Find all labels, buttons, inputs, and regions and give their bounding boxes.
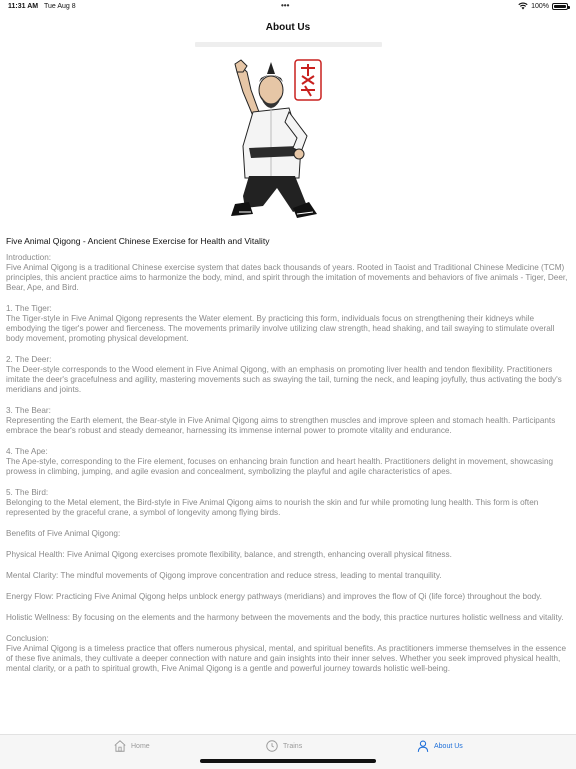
article-paragraph: Holistic Wellness: By focusing on the elements and the harmony between the movements and the body, this practice nurtures holistic wellness and vitality. [6,613,564,622]
article-body [6,253,572,674]
article-paragraph: 4. The Ape: The Ape-style, corresponding to the Fire element, focuses on enhancing brain function and heart health. Practitioners delight in movement, showcasing prowess in climbing, jumping, and agile evasion and concealment, symbolizing the playful and agile characteristics of apes. [6,447,554,476]
page-title: About Us [265,22,311,33]
tab-about-us[interactable] [416,739,463,753]
multitasking-dots[interactable]: ••• [281,1,290,10]
article-paragraph: Mental Clarity: The mindful movements of Qigong improve concentration and reduce stress, leading to mental tranquility. [6,571,442,580]
home-indicator[interactable] [200,759,376,763]
article-paragraph: 3. The Bear: Representing the Earth element, the Bear-style in Five Animal Qigong aims to strengthen muscles and improve spleen and stomach health. Participants embrace the bear's robust and steady demeanor, harnessing its immense internal power to promote vitality and endurance. [6,406,556,435]
article-paragraph: Physical Health: Five Animal Qigong exercises promote flexibility, balance, and strength, enhancing overall physical fitness. [6,550,452,559]
qigong-master-illustration [215,56,325,228]
tab-home-label: Home [131,742,150,750]
person-icon [416,739,430,753]
tab-trains[interactable] [265,739,302,753]
wifi-icon [518,2,528,10]
home-icon [113,739,127,753]
tab-trains-label: Trains [283,742,303,750]
scroll-indicator [195,42,382,47]
article-paragraph: Benefits of Five Animal Qigong: [6,529,121,538]
tab-about-us-label: About Us [434,742,463,750]
article-paragraph: 2. The Deer: The Deer-style corresponds to the Wood element in Five Animal Qigong, with an emphasis on promoting liver health and tendon flexibility. Practitioners imitate the deer's gracefulness and agility, mastering movements such as swaying the tail, turning the neck, and leaping joyfully, thus activating the body's meridians and joints. [6,355,562,394]
article-paragraph: Energy Flow: Practicing Five Animal Qigong helps unblock energy pathways (meridians) and improves the flow of Qi (life force) throughout the body. [6,592,542,601]
clock-icon [265,739,279,753]
status-date: Tue Aug 8 [44,3,76,10]
article-paragraph: Introduction: Five Animal Qigong is a traditional Chinese exercise system that dates back thousands of years. Rooted in Taoist and Traditional Chinese Medicine (TCM) principles, this ancient practice aims to harmonize the body, mind, and spirit through the imitation of movements and behaviors of five animals - Tiger, Deer, Bear, Ape, and Bird. [6,253,568,292]
tab-home[interactable] [113,739,150,753]
battery-percent: 100% [531,2,549,10]
status-time: 11:31 AM [8,3,39,10]
article-paragraph: 1. The Tiger: The Tiger-style in Five Animal Qigong represents the Water element. By practicing this form, individuals focus on strengthening their kidneys while embodying the tiger's power and fierceness. The movements primarily involve utilizing claw strength, head shaking, and tail swaying to stimulate overall body movement, promoting physical development. [6,304,555,343]
article-title: Five Animal Qigong - Ancient Chinese Exercise for Health and Vitality [6,236,270,246]
article-paragraph: 5. The Bird: Belonging to the Metal element, the Bird-style in Five Animal Qigong aims to nourish the skin and fur while promoting lung health. This form is often represented by the graceful crane, a symbol of longevity among flying birds. [6,488,539,517]
battery-icon [552,3,568,10]
about-article [6,236,572,734]
status-bar [0,0,576,14]
tab-bar [0,734,576,769]
article-paragraph: Conclusion: Five Animal Qigong is a timeless practice that offers numerous physical, mental, and spiritual benefits. As practitioners immerse themselves in the essence of these five animals, they cultivate a deeper connection with nature and gain insights into their inner selves. Whether you seek improved physical health, mental clarity, or a path to spiritual growth, Five Animal Qigong is a gentle and powerful journey towards holistic well-being. [6,634,567,673]
status-right [518,2,568,10]
